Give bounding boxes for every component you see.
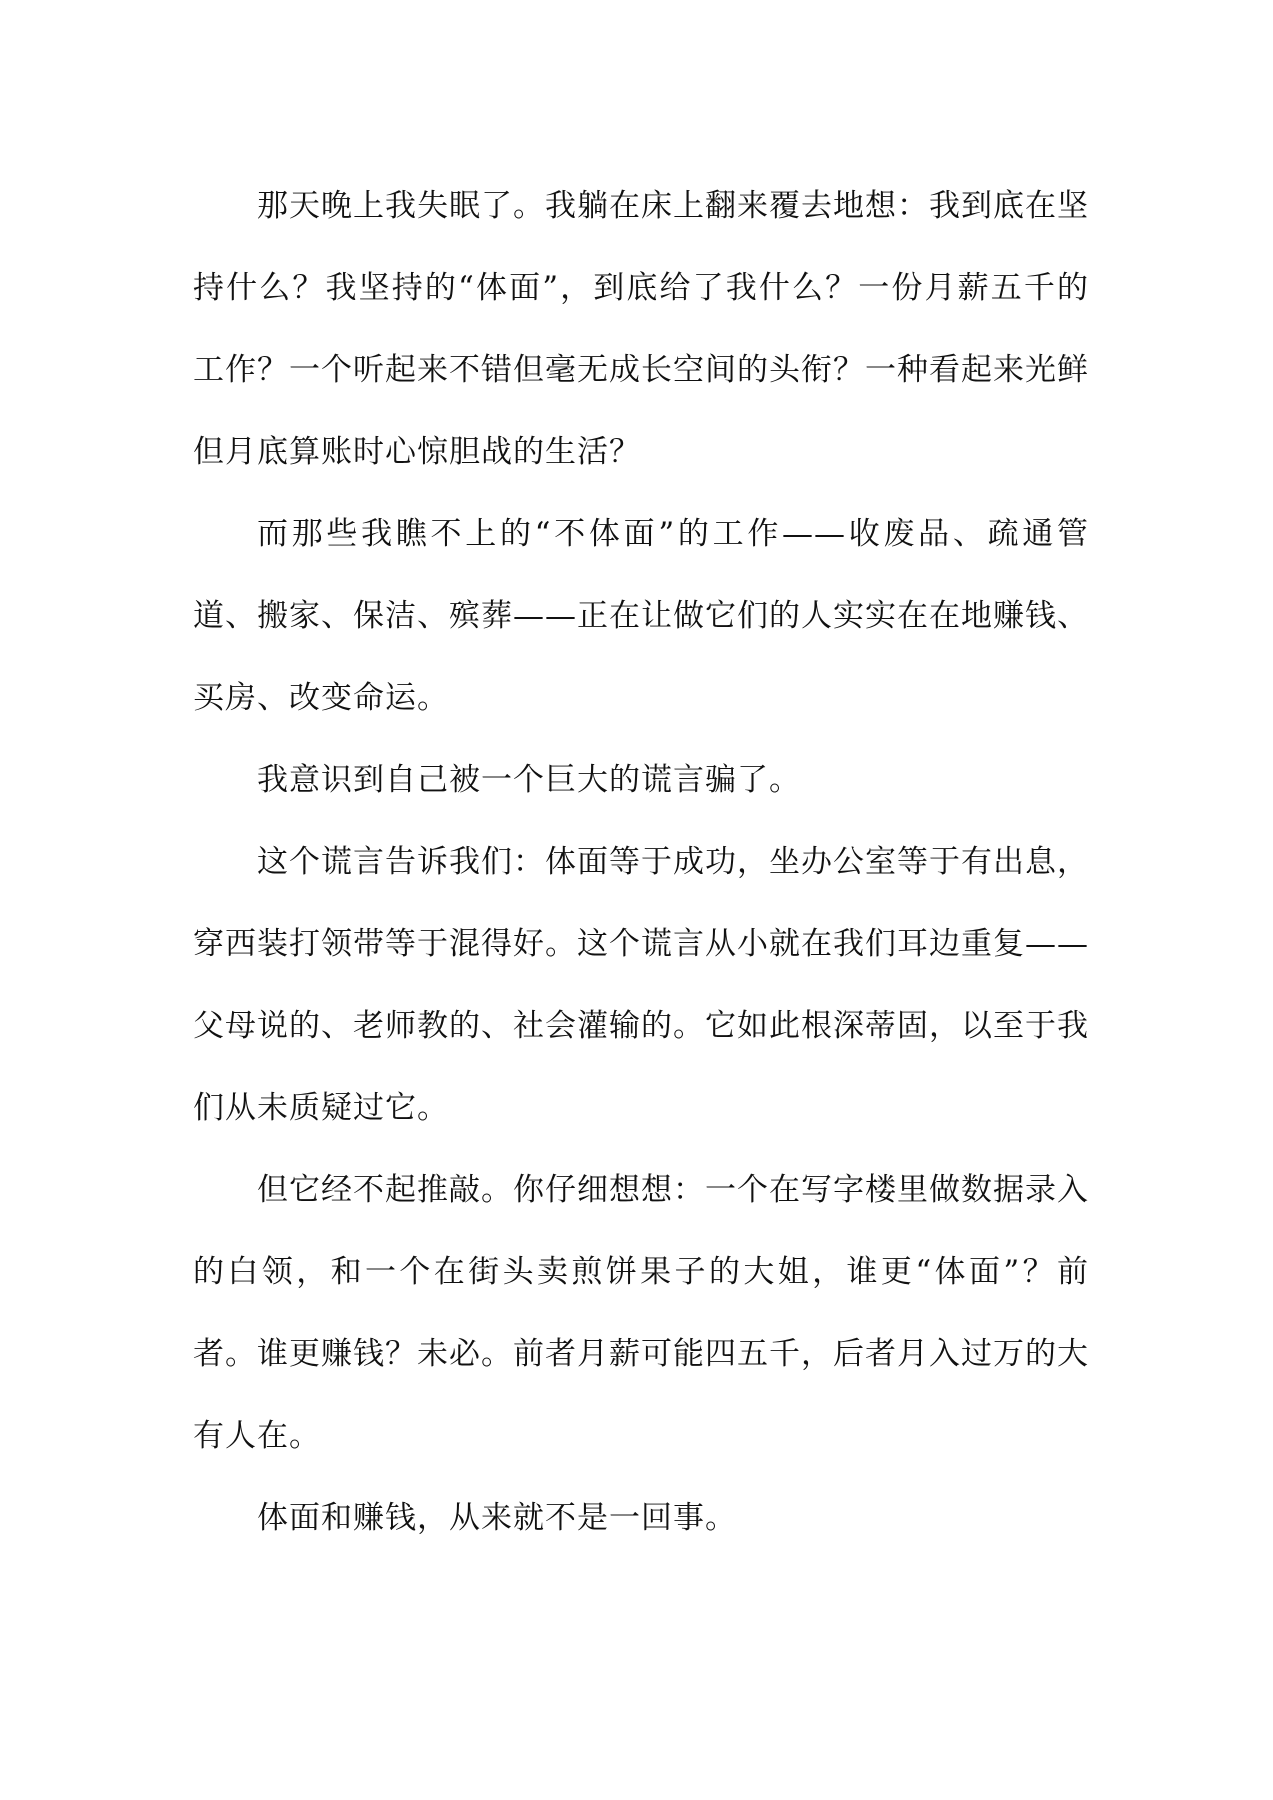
document-body	[193, 165, 1089, 1559]
paragraph-6: 体面和赚钱，从来就不是一回事。	[257, 1500, 737, 1536]
paragraph-2: 而那些我瞧不上的“不体面”的工作——收废品、疏通管道、搬家、保洁、殡葬——正在让做它们的人实实在在地赚钱、买房、改变命运。	[193, 516, 1089, 716]
paragraph-3: 我意识到自己被一个巨大的谎言骗了。	[257, 762, 801, 798]
paragraph-4: 这个谎言告诉我们：体面等于成功，坐办公室等于有出息，穿西装打领带等于混得好。这个谎言从小就在我们耳边重复——父母说的、老师教的、社会灌输的。它如此根深蒂固，以至于我们从未质疑过它。	[193, 844, 1089, 1126]
paragraph-5: 但它经不起推敲。你仔细想想：一个在写字楼里做数据录入的白领，和一个在街头卖煎饼果子的大姐，谁更“体面”？前者。谁更赚钱？未必。前者月薪可能四五千，后者月入过万的大有人在。	[193, 1172, 1089, 1454]
paragraph-1: 那天晚上我失眠了。我躺在床上翻来覆去地想：我到底在坚持什么？我坚持的“体面”，到底给了我什么？一份月薪五千的工作？一个听起来不错但毫无成长空间的头衔？一种看起来光鲜但月底算账时心惊胆战的生活？	[193, 188, 1089, 470]
